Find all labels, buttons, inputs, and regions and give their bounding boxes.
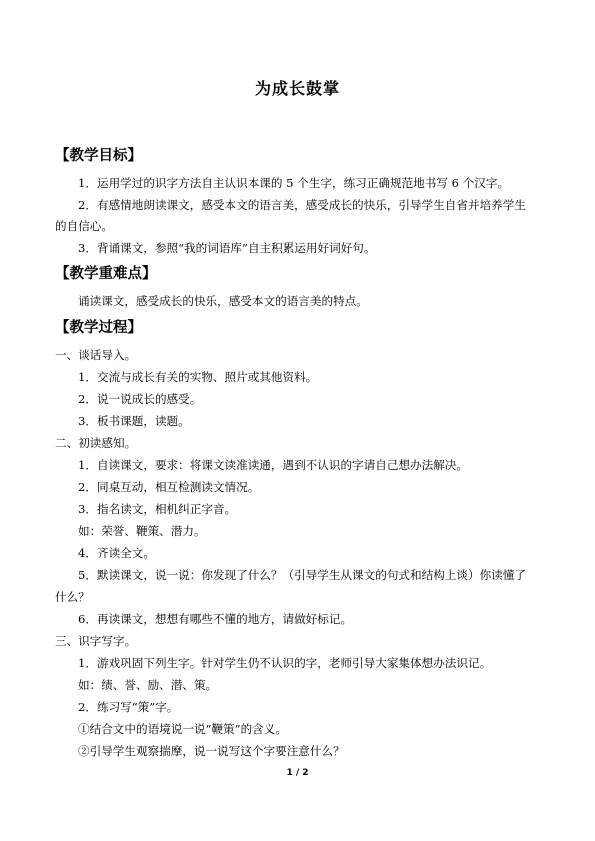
process-line: 什么？ [55,590,90,604]
process-line: ②引导学生观察揣摩，说一说写这个字要注意什么？ [78,744,345,758]
process-line: 4．齐读全文。 [78,546,155,560]
process-line: 如：荣誉、鞭策、潜力。 [78,524,206,538]
keypoint-line: 诵读课文，感受成长的快乐，感受本文的语言美的特点。 [78,294,368,308]
process-line: 一、谈话导入。 [55,348,137,362]
goal-line: 的自信心。 [55,219,113,233]
page-number: 1 / 2 [286,768,309,778]
process-line: 2．练习写“策”字。 [78,700,179,714]
process-line: 2．说一说成长的感受。 [78,392,202,406]
section-heading-process: 【教学过程】 [55,320,142,336]
process-line: 5．默读课文，说一说：你发现了什么？（引导学生从课文的句式和结构上谈）你读懂了 [78,568,526,582]
process-line: ①结合文中的语境说一说“鞭策”的含义。 [78,722,287,736]
process-line: 如：绩、誉、励、潜、策。 [78,678,218,692]
process-line: 1．交流与成长有关的实物、照片或其他资料。 [78,370,318,384]
process-line: 2．同桌互动，相互检测读文情况。 [78,480,260,494]
process-line: 三、识字写字。 [55,634,137,648]
document-title: 为成长鼓掌 [254,79,340,98]
goal-line: 1．运用学过的识字方法自主认识本课的 5 个生字，练习正确规范地书写 6 个汉字。 [78,176,510,190]
process-line: 二、初读感知。 [55,436,137,450]
process-line: 3．指名读文，相机纠正字音。 [78,502,237,516]
process-line: 1．自读课文，要求：将课文读准读通，遇到不认识的字请自己想办法解决。 [78,458,468,472]
goal-line: 3．背诵课文，参照“我的词语库”自主积累运用好词好句。 [78,241,376,255]
section-heading-keypoints: 【教学重难点】 [55,266,157,282]
section-heading-goals: 【教学目标】 [55,148,142,164]
process-line: 1．游戏巩固下列生字。针对学生仍不认识的字，老师引导大家集体想办法识记。 [78,656,492,670]
goal-line: 2．有感情地朗读课文，感受本文的语言美，感受成长的快乐，引导学生自省并培养学生 [78,198,526,212]
process-line: 3．板书课题，读题。 [78,414,190,428]
process-line: 6．再读课文，想想有哪些不懂的地方，请做好标记。 [78,612,353,626]
